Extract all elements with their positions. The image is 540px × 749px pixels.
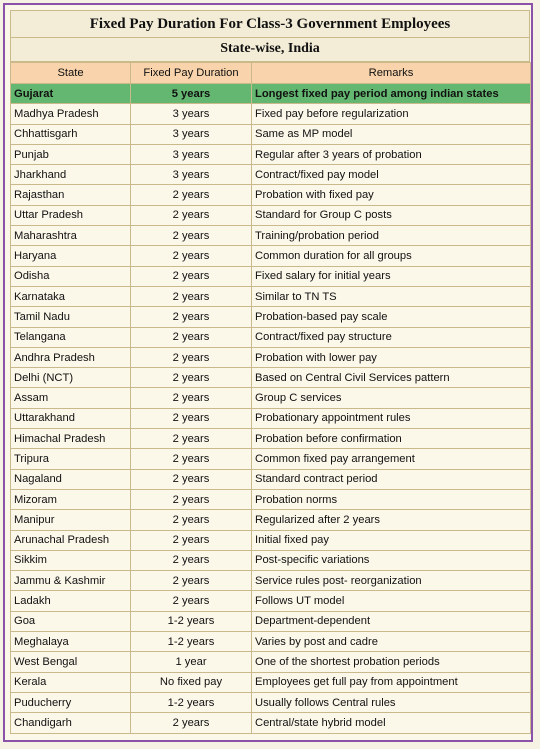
cell-duration: 2 years (131, 571, 252, 591)
cell-remarks: Probation with fixed pay (252, 185, 531, 205)
cell-duration: 2 years (131, 226, 252, 246)
cell-remarks: Regular after 3 years of probation (252, 144, 531, 164)
cell-remarks: Standard for Group C posts (252, 205, 531, 225)
cell-state: Gujarat (11, 84, 131, 104)
cell-remarks: Central/state hybrid model (252, 713, 531, 733)
cell-duration: 2 years (131, 347, 252, 367)
table-row (11, 266, 531, 286)
cell-state: Ladakh (11, 591, 131, 611)
table-row (11, 571, 531, 591)
cell-remarks: Employees get full pay from appointment (252, 672, 531, 692)
cell-duration: 2 years (131, 246, 252, 266)
cell-state: Mizoram (11, 489, 131, 509)
cell-remarks: Follows UT model (252, 591, 531, 611)
cell-duration: 2 years (131, 185, 252, 205)
table-row (11, 368, 531, 388)
cell-state: Tripura (11, 449, 131, 469)
cell-state: Jammu & Kashmir (11, 571, 131, 591)
cell-duration: 2 years (131, 266, 252, 286)
cell-remarks: Probation before confirmation (252, 429, 531, 449)
cell-remarks: Based on Central Civil Services pattern (252, 368, 531, 388)
cell-state: Karnataka (11, 286, 131, 306)
table-row (11, 550, 531, 570)
cell-duration: 2 years (131, 307, 252, 327)
column-header-remarks: Remarks (252, 63, 531, 84)
cell-state: Nagaland (11, 469, 131, 489)
table-header-row (11, 63, 531, 84)
cell-duration: 2 years (131, 408, 252, 428)
cell-state: Jharkhand (11, 165, 131, 185)
cell-state: Odisha (11, 266, 131, 286)
cell-remarks: Common duration for all groups (252, 246, 531, 266)
cell-state: Punjab (11, 144, 131, 164)
table-row (11, 307, 531, 327)
cell-remarks: Longest fixed pay period among indian states (252, 84, 531, 104)
cell-duration: 2 years (131, 286, 252, 306)
cell-state: Uttarakhand (11, 408, 131, 428)
table-row (11, 104, 531, 124)
cell-duration: 3 years (131, 165, 252, 185)
cell-state: Rajasthan (11, 185, 131, 205)
table-row (11, 713, 531, 733)
cell-remarks: Department-dependent (252, 611, 531, 631)
cell-remarks: Similar to TN TS (252, 286, 531, 306)
table-row (11, 185, 531, 205)
cell-state: Kerala (11, 672, 131, 692)
table-row (11, 530, 531, 550)
table-row (11, 144, 531, 164)
table-row (11, 226, 531, 246)
cell-duration: 2 years (131, 489, 252, 509)
cell-remarks: Varies by post and cadre (252, 632, 531, 652)
cell-duration: 2 years (131, 469, 252, 489)
cell-remarks: Probation norms (252, 489, 531, 509)
table-row (11, 449, 531, 469)
table-row (11, 84, 531, 104)
cell-state: Haryana (11, 246, 131, 266)
cell-remarks: Training/probation period (252, 226, 531, 246)
cell-remarks: Common fixed pay arrangement (252, 449, 531, 469)
cell-remarks: One of the shortest probation periods (252, 652, 531, 672)
table-row (11, 611, 531, 631)
cell-state: Himachal Pradesh (11, 429, 131, 449)
table-row (11, 388, 531, 408)
cell-state: Delhi (NCT) (11, 368, 131, 388)
cell-remarks: Post-specific variations (252, 550, 531, 570)
cell-remarks: Regularized after 2 years (252, 510, 531, 530)
table-row (11, 124, 531, 144)
page-title: Fixed Pay Duration For Class-3 Government Employees (10, 10, 530, 38)
cell-state: Chandigarh (11, 713, 131, 733)
cell-remarks: Contract/fixed pay model (252, 165, 531, 185)
cell-duration: 2 years (131, 449, 252, 469)
cell-duration: 2 years (131, 713, 252, 733)
table-row (11, 489, 531, 509)
cell-remarks: Probation with lower pay (252, 347, 531, 367)
table-row (11, 692, 531, 712)
cell-state: Meghalaya (11, 632, 131, 652)
cell-duration: 1-2 years (131, 632, 252, 652)
cell-remarks: Same as MP model (252, 124, 531, 144)
cell-duration: 1-2 years (131, 611, 252, 631)
table-row (11, 286, 531, 306)
page-subtitle: State-wise, India (10, 38, 530, 62)
cell-state: West Bengal (11, 652, 131, 672)
table-row (11, 327, 531, 347)
table-row (11, 469, 531, 489)
table-row (11, 652, 531, 672)
cell-duration: 1 year (131, 652, 252, 672)
cell-duration: 2 years (131, 429, 252, 449)
table-row (11, 429, 531, 449)
cell-duration: 3 years (131, 124, 252, 144)
cell-duration: 3 years (131, 104, 252, 124)
cell-state: Andhra Pradesh (11, 347, 131, 367)
cell-duration: 3 years (131, 144, 252, 164)
cell-duration: 2 years (131, 550, 252, 570)
column-header-state: State (11, 63, 131, 84)
table-row (11, 510, 531, 530)
cell-remarks: Group C services (252, 388, 531, 408)
cell-remarks: Service rules post- reorganization (252, 571, 531, 591)
cell-duration: 2 years (131, 205, 252, 225)
cell-state: Tamil Nadu (11, 307, 131, 327)
cell-remarks: Standard contract period (252, 469, 531, 489)
cell-duration: 2 years (131, 327, 252, 347)
cell-state: Chhattisgarh (11, 124, 131, 144)
cell-duration: 5 years (131, 84, 252, 104)
cell-state: Arunachal Pradesh (11, 530, 131, 550)
cell-state: Puducherry (11, 692, 131, 712)
table-row (11, 591, 531, 611)
cell-duration: 2 years (131, 368, 252, 388)
cell-state: Manipur (11, 510, 131, 530)
cell-state: Sikkim (11, 550, 131, 570)
cell-remarks: Probation-based pay scale (252, 307, 531, 327)
cell-state: Madhya Pradesh (11, 104, 131, 124)
table-row (11, 246, 531, 266)
cell-state: Maharashtra (11, 226, 131, 246)
cell-remarks: Contract/fixed pay structure (252, 327, 531, 347)
table-row (11, 672, 531, 692)
table-row (11, 408, 531, 428)
table-row (11, 347, 531, 367)
cell-remarks: Probationary appointment rules (252, 408, 531, 428)
table-row (11, 165, 531, 185)
cell-remarks: Fixed pay before regularization (252, 104, 531, 124)
cell-remarks: Usually follows Central rules (252, 692, 531, 712)
cell-duration: 2 years (131, 591, 252, 611)
cell-duration: No fixed pay (131, 672, 252, 692)
cell-state: Goa (11, 611, 131, 631)
cell-duration: 2 years (131, 530, 252, 550)
cell-remarks: Fixed salary for initial years (252, 266, 531, 286)
fixed-pay-table (10, 62, 531, 734)
column-header-duration: Fixed Pay Duration (131, 63, 252, 84)
cell-state: Assam (11, 388, 131, 408)
cell-duration: 1-2 years (131, 692, 252, 712)
cell-state: Uttar Pradesh (11, 205, 131, 225)
cell-remarks: Initial fixed pay (252, 530, 531, 550)
cell-state: Telangana (11, 327, 131, 347)
cell-duration: 2 years (131, 510, 252, 530)
table-row (11, 632, 531, 652)
cell-duration: 2 years (131, 388, 252, 408)
table-row (11, 205, 531, 225)
